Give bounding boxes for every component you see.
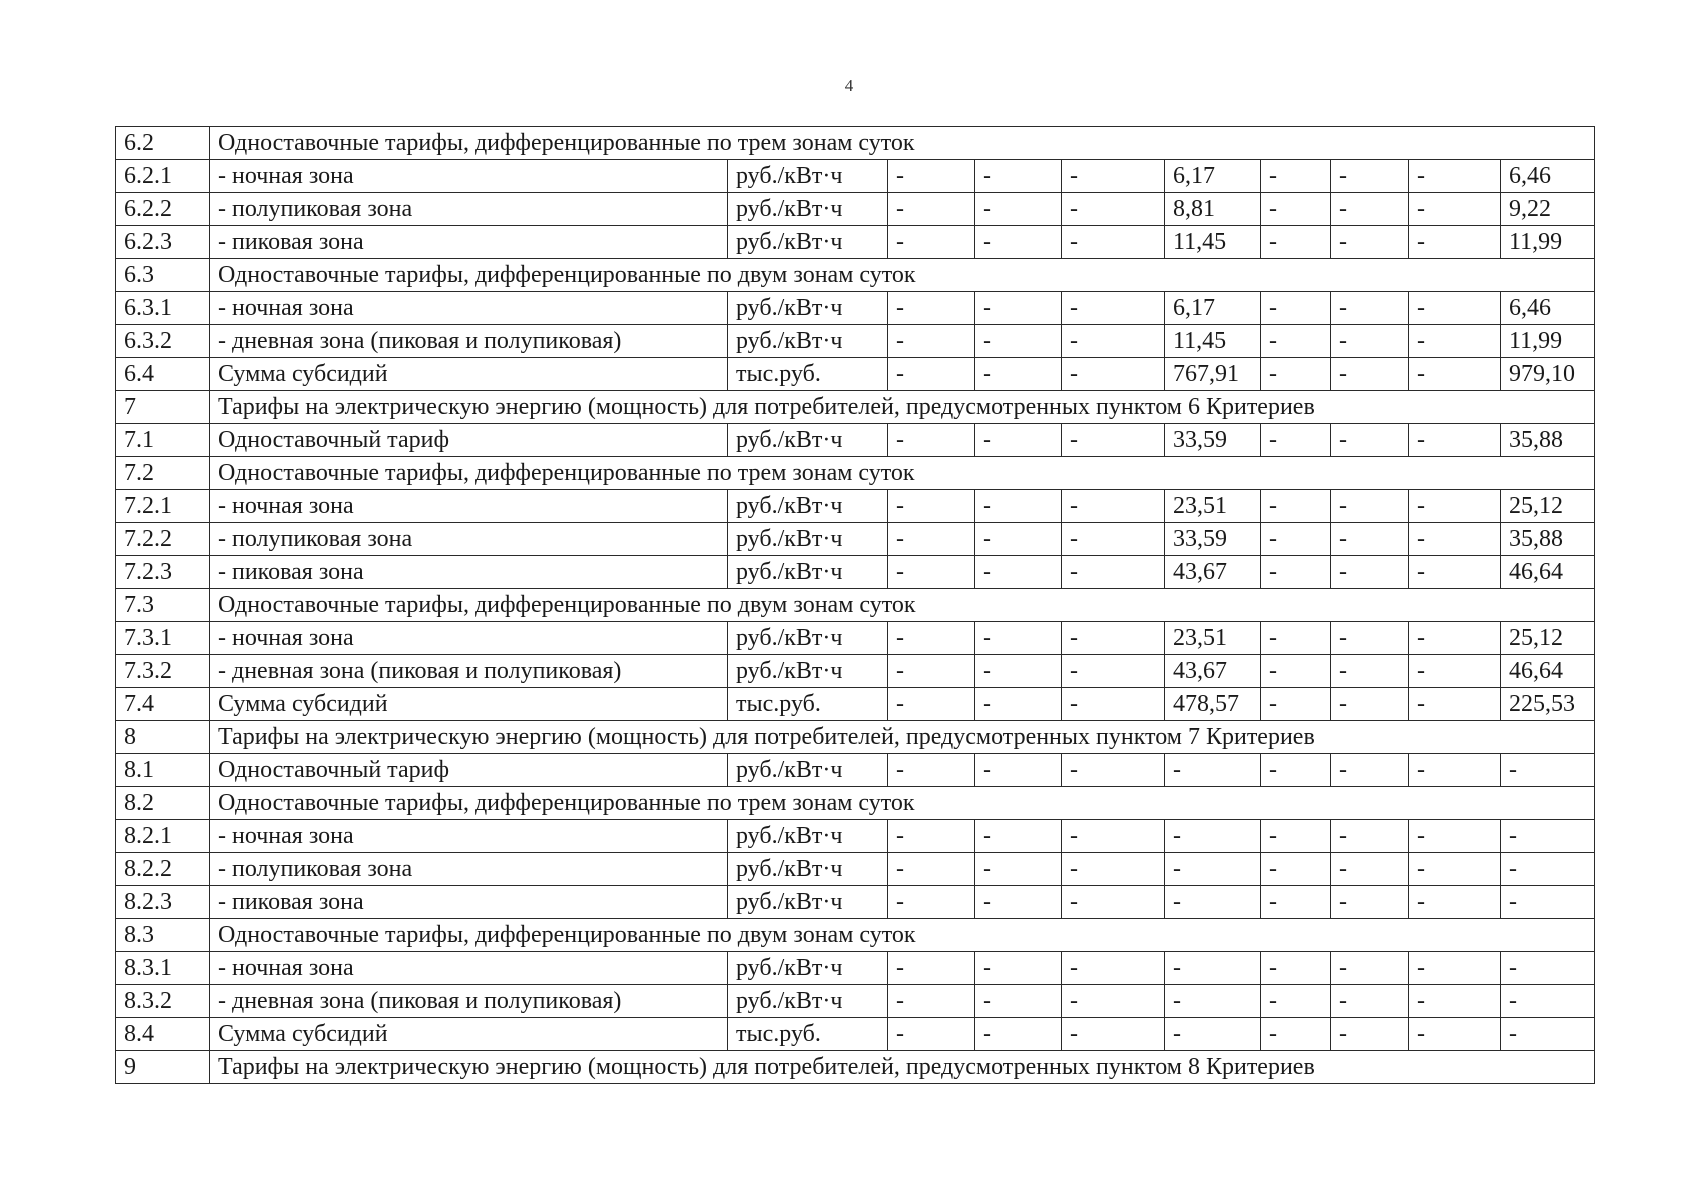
- row-number: 6.2.2: [116, 193, 210, 226]
- item-name: - ночная зона: [210, 292, 728, 325]
- value-cell: -: [1409, 985, 1501, 1018]
- unit-cell: руб./кВт·ч: [728, 523, 888, 556]
- value-cell: -: [1409, 358, 1501, 391]
- value-cell: -: [888, 292, 975, 325]
- value-cell: 33,59: [1165, 523, 1261, 556]
- section-title: Одноставочные тарифы, дифференцированные по трем зонам суток: [210, 787, 1595, 820]
- value-cell: 6,17: [1165, 292, 1261, 325]
- section-title: Одноставочные тарифы, дифференцированные по двум зонам суток: [210, 589, 1595, 622]
- value-cell: -: [1501, 985, 1595, 1018]
- value-cell: -: [888, 952, 975, 985]
- value-cell: 979,10: [1501, 358, 1595, 391]
- section-row: [116, 721, 1595, 754]
- item-name: - дневная зона (пиковая и полупиковая): [210, 655, 728, 688]
- row-number: 7.4: [116, 688, 210, 721]
- item-name: - ночная зона: [210, 490, 728, 523]
- value-cell: -: [1062, 952, 1165, 985]
- row-number: 7.2: [116, 457, 210, 490]
- value-cell: -: [1062, 358, 1165, 391]
- item-name: - ночная зона: [210, 952, 728, 985]
- value-cell: -: [1062, 1018, 1165, 1051]
- value-cell: -: [888, 754, 975, 787]
- value-cell: -: [1409, 523, 1501, 556]
- table-body: [116, 127, 1595, 1084]
- table-row: [116, 754, 1595, 787]
- row-number: 7.2.2: [116, 523, 210, 556]
- value-cell: -: [1409, 556, 1501, 589]
- value-cell: 225,53: [1501, 688, 1595, 721]
- value-cell: -: [1409, 820, 1501, 853]
- value-cell: 6,17: [1165, 160, 1261, 193]
- value-cell: -: [888, 490, 975, 523]
- unit-cell: руб./кВт·ч: [728, 226, 888, 259]
- unit-cell: руб./кВт·ч: [728, 952, 888, 985]
- section-row: [116, 391, 1595, 424]
- value-cell: -: [888, 193, 975, 226]
- value-cell: 35,88: [1501, 523, 1595, 556]
- table-row: [116, 193, 1595, 226]
- value-cell: -: [1261, 226, 1331, 259]
- table-row: [116, 886, 1595, 919]
- value-cell: -: [1331, 226, 1409, 259]
- value-cell: -: [1331, 820, 1409, 853]
- item-name: - дневная зона (пиковая и полупиковая): [210, 325, 728, 358]
- value-cell: -: [975, 886, 1062, 919]
- value-cell: -: [1261, 1018, 1331, 1051]
- section-row: [116, 589, 1595, 622]
- value-cell: -: [1165, 985, 1261, 1018]
- section-row: [116, 1051, 1595, 1084]
- row-number: 7.2.1: [116, 490, 210, 523]
- value-cell: -: [975, 292, 1062, 325]
- item-name: - пиковая зона: [210, 226, 728, 259]
- value-cell: -: [888, 226, 975, 259]
- section-title: Тарифы на электрическую энергию (мощность) для потребителей, предусмотренных пунктом 7 Критериев: [210, 721, 1595, 754]
- value-cell: 35,88: [1501, 424, 1595, 457]
- row-number: 8.3.2: [116, 985, 210, 1018]
- value-cell: -: [1165, 754, 1261, 787]
- value-cell: -: [1062, 853, 1165, 886]
- value-cell: -: [1261, 193, 1331, 226]
- item-name: - полупиковая зона: [210, 193, 728, 226]
- value-cell: -: [1331, 985, 1409, 1018]
- value-cell: -: [975, 325, 1062, 358]
- value-cell: 46,64: [1501, 655, 1595, 688]
- value-cell: -: [1409, 952, 1501, 985]
- section-row: [116, 787, 1595, 820]
- value-cell: -: [1501, 754, 1595, 787]
- value-cell: -: [1062, 622, 1165, 655]
- section-row: [116, 259, 1595, 292]
- value-cell: -: [1062, 160, 1165, 193]
- value-cell: -: [1261, 853, 1331, 886]
- table-row: [116, 688, 1595, 721]
- value-cell: -: [1409, 754, 1501, 787]
- value-cell: -: [1501, 952, 1595, 985]
- row-number: 8.2: [116, 787, 210, 820]
- value-cell: -: [975, 622, 1062, 655]
- value-cell: -: [1261, 424, 1331, 457]
- value-cell: -: [1062, 292, 1165, 325]
- value-cell: -: [888, 688, 975, 721]
- value-cell: 23,51: [1165, 490, 1261, 523]
- section-title: Одноставочные тарифы, дифференцированные по двум зонам суток: [210, 919, 1595, 952]
- table-row: [116, 1018, 1595, 1051]
- unit-cell: руб./кВт·ч: [728, 622, 888, 655]
- value-cell: 11,99: [1501, 226, 1595, 259]
- value-cell: -: [1409, 886, 1501, 919]
- value-cell: -: [888, 358, 975, 391]
- section-title: Тарифы на электрическую энергию (мощность) для потребителей, предусмотренных пунктом 6 Критериев: [210, 391, 1595, 424]
- value-cell: -: [1062, 688, 1165, 721]
- value-cell: -: [1331, 193, 1409, 226]
- value-cell: -: [1062, 424, 1165, 457]
- value-cell: 9,22: [1501, 193, 1595, 226]
- row-number: 7.3: [116, 589, 210, 622]
- value-cell: -: [1409, 490, 1501, 523]
- value-cell: -: [1165, 886, 1261, 919]
- unit-cell: тыс.руб.: [728, 358, 888, 391]
- unit-cell: руб./кВт·ч: [728, 754, 888, 787]
- value-cell: 11,99: [1501, 325, 1595, 358]
- value-cell: -: [1062, 655, 1165, 688]
- section-row: [116, 457, 1595, 490]
- value-cell: -: [1331, 622, 1409, 655]
- value-cell: -: [975, 424, 1062, 457]
- row-number: 6.4: [116, 358, 210, 391]
- section-title: Одноставочные тарифы, дифференцированные по трем зонам суток: [210, 127, 1595, 160]
- value-cell: -: [1261, 523, 1331, 556]
- value-cell: -: [1261, 754, 1331, 787]
- unit-cell: руб./кВт·ч: [728, 820, 888, 853]
- value-cell: 43,67: [1165, 556, 1261, 589]
- unit-cell: руб./кВт·ч: [728, 160, 888, 193]
- value-cell: -: [975, 688, 1062, 721]
- table-row: [116, 226, 1595, 259]
- value-cell: -: [1165, 1018, 1261, 1051]
- value-cell: -: [975, 160, 1062, 193]
- value-cell: -: [1331, 424, 1409, 457]
- value-cell: 6,46: [1501, 292, 1595, 325]
- value-cell: -: [888, 985, 975, 1018]
- unit-cell: руб./кВт·ч: [728, 556, 888, 589]
- value-cell: -: [888, 160, 975, 193]
- value-cell: -: [1331, 688, 1409, 721]
- row-number: 8.2.3: [116, 886, 210, 919]
- value-cell: -: [1261, 490, 1331, 523]
- row-number: 6.3.2: [116, 325, 210, 358]
- value-cell: -: [888, 853, 975, 886]
- value-cell: -: [1409, 325, 1501, 358]
- table-row: [116, 358, 1595, 391]
- value-cell: -: [1501, 1018, 1595, 1051]
- row-number: 8.2.2: [116, 853, 210, 886]
- value-cell: -: [888, 523, 975, 556]
- row-number: 8: [116, 721, 210, 754]
- table-row: [116, 325, 1595, 358]
- item-name: - ночная зона: [210, 820, 728, 853]
- table-row: [116, 985, 1595, 1018]
- value-cell: -: [1331, 325, 1409, 358]
- value-cell: -: [1261, 655, 1331, 688]
- value-cell: -: [1261, 820, 1331, 853]
- row-number: 9: [116, 1051, 210, 1084]
- value-cell: -: [1331, 556, 1409, 589]
- table-row: [116, 424, 1595, 457]
- value-cell: -: [1062, 490, 1165, 523]
- value-cell: -: [1261, 886, 1331, 919]
- value-cell: -: [1062, 556, 1165, 589]
- section-title: Одноставочные тарифы, дифференцированные по двум зонам суток: [210, 259, 1595, 292]
- value-cell: -: [1062, 754, 1165, 787]
- value-cell: -: [1501, 853, 1595, 886]
- value-cell: -: [975, 490, 1062, 523]
- value-cell: -: [1331, 358, 1409, 391]
- value-cell: -: [1409, 622, 1501, 655]
- unit-cell: руб./кВт·ч: [728, 490, 888, 523]
- unit-cell: руб./кВт·ч: [728, 853, 888, 886]
- value-cell: 25,12: [1501, 490, 1595, 523]
- page-number: 4: [844, 76, 854, 95]
- item-name: - полупиковая зона: [210, 523, 728, 556]
- item-name: Сумма субсидий: [210, 1018, 728, 1051]
- table-row: [116, 622, 1595, 655]
- unit-cell: тыс.руб.: [728, 1018, 888, 1051]
- table-row: [116, 292, 1595, 325]
- value-cell: -: [888, 424, 975, 457]
- row-number: 6.3.1: [116, 292, 210, 325]
- value-cell: -: [975, 754, 1062, 787]
- item-name: - ночная зона: [210, 622, 728, 655]
- value-cell: -: [1331, 952, 1409, 985]
- value-cell: -: [1062, 886, 1165, 919]
- value-cell: -: [888, 820, 975, 853]
- value-cell: -: [1409, 193, 1501, 226]
- value-cell: -: [975, 1018, 1062, 1051]
- value-cell: -: [888, 1018, 975, 1051]
- value-cell: -: [1261, 622, 1331, 655]
- row-number: 6.2.1: [116, 160, 210, 193]
- value-cell: -: [1062, 226, 1165, 259]
- table-row: [116, 160, 1595, 193]
- value-cell: 33,59: [1165, 424, 1261, 457]
- table-row: [116, 655, 1595, 688]
- unit-cell: руб./кВт·ч: [728, 193, 888, 226]
- item-name: - пиковая зона: [210, 556, 728, 589]
- value-cell: -: [1062, 985, 1165, 1018]
- value-cell: -: [975, 556, 1062, 589]
- row-number: 6.2: [116, 127, 210, 160]
- table-row: [116, 523, 1595, 556]
- value-cell: -: [1409, 853, 1501, 886]
- unit-cell: руб./кВт·ч: [728, 985, 888, 1018]
- value-cell: -: [1331, 655, 1409, 688]
- value-cell: -: [1409, 688, 1501, 721]
- row-number: 8.4: [116, 1018, 210, 1051]
- value-cell: 6,46: [1501, 160, 1595, 193]
- value-cell: -: [1062, 193, 1165, 226]
- unit-cell: руб./кВт·ч: [728, 886, 888, 919]
- table-row: [116, 820, 1595, 853]
- tariff-table: [115, 126, 1595, 1084]
- value-cell: -: [1331, 886, 1409, 919]
- section-row: [116, 127, 1595, 160]
- value-cell: -: [1165, 952, 1261, 985]
- value-cell: -: [1261, 325, 1331, 358]
- value-cell: -: [1165, 853, 1261, 886]
- table-row: [116, 556, 1595, 589]
- value-cell: -: [1331, 1018, 1409, 1051]
- value-cell: -: [1261, 556, 1331, 589]
- value-cell: -: [888, 886, 975, 919]
- value-cell: 11,45: [1165, 226, 1261, 259]
- value-cell: -: [1062, 523, 1165, 556]
- value-cell: 767,91: [1165, 358, 1261, 391]
- item-name: - дневная зона (пиковая и полупиковая): [210, 985, 728, 1018]
- item-name: Одноставочный тариф: [210, 754, 728, 787]
- value-cell: -: [975, 358, 1062, 391]
- value-cell: 43,67: [1165, 655, 1261, 688]
- value-cell: -: [1331, 523, 1409, 556]
- unit-cell: руб./кВт·ч: [728, 424, 888, 457]
- unit-cell: руб./кВт·ч: [728, 655, 888, 688]
- value-cell: -: [1409, 160, 1501, 193]
- value-cell: -: [1501, 820, 1595, 853]
- value-cell: -: [975, 820, 1062, 853]
- value-cell: -: [1261, 688, 1331, 721]
- value-cell: -: [1409, 226, 1501, 259]
- value-cell: -: [888, 556, 975, 589]
- value-cell: -: [1409, 424, 1501, 457]
- value-cell: -: [1331, 853, 1409, 886]
- item-name: - пиковая зона: [210, 886, 728, 919]
- value-cell: -: [1261, 358, 1331, 391]
- value-cell: -: [1409, 655, 1501, 688]
- value-cell: 23,51: [1165, 622, 1261, 655]
- item-name: Одноставочный тариф: [210, 424, 728, 457]
- value-cell: 8,81: [1165, 193, 1261, 226]
- row-number: 7.3.2: [116, 655, 210, 688]
- row-number: 8.3: [116, 919, 210, 952]
- value-cell: -: [975, 655, 1062, 688]
- value-cell: 11,45: [1165, 325, 1261, 358]
- section-row: [116, 919, 1595, 952]
- unit-cell: руб./кВт·ч: [728, 292, 888, 325]
- value-cell: -: [1261, 985, 1331, 1018]
- value-cell: -: [1062, 325, 1165, 358]
- row-number: 8.1: [116, 754, 210, 787]
- value-cell: -: [1165, 820, 1261, 853]
- value-cell: -: [1261, 952, 1331, 985]
- item-name: Сумма субсидий: [210, 358, 728, 391]
- table-row: [116, 490, 1595, 523]
- row-number: 6.2.3: [116, 226, 210, 259]
- value-cell: -: [1331, 292, 1409, 325]
- value-cell: -: [975, 952, 1062, 985]
- value-cell: 25,12: [1501, 622, 1595, 655]
- value-cell: -: [1331, 160, 1409, 193]
- row-number: 6.3: [116, 259, 210, 292]
- table-row: [116, 952, 1595, 985]
- unit-cell: тыс.руб.: [728, 688, 888, 721]
- section-title: Тарифы на электрическую энергию (мощность) для потребителей, предусмотренных пунктом 8 Критериев: [210, 1051, 1595, 1084]
- value-cell: -: [1261, 160, 1331, 193]
- item-name: - ночная зона: [210, 160, 728, 193]
- row-number: 7.2.3: [116, 556, 210, 589]
- row-number: 8.2.1: [116, 820, 210, 853]
- value-cell: -: [1331, 754, 1409, 787]
- value-cell: -: [975, 985, 1062, 1018]
- value-cell: -: [888, 622, 975, 655]
- row-number: 8.3.1: [116, 952, 210, 985]
- value-cell: -: [1062, 820, 1165, 853]
- value-cell: -: [1501, 886, 1595, 919]
- value-cell: -: [1261, 292, 1331, 325]
- value-cell: 46,64: [1501, 556, 1595, 589]
- value-cell: -: [975, 853, 1062, 886]
- value-cell: -: [975, 523, 1062, 556]
- unit-cell: руб./кВт·ч: [728, 325, 888, 358]
- item-name: - полупиковая зона: [210, 853, 728, 886]
- table-row: [116, 853, 1595, 886]
- value-cell: -: [888, 655, 975, 688]
- row-number: 7.3.1: [116, 622, 210, 655]
- value-cell: -: [975, 226, 1062, 259]
- value-cell: 478,57: [1165, 688, 1261, 721]
- section-title: Одноставочные тарифы, дифференцированные по трем зонам суток: [210, 457, 1595, 490]
- value-cell: -: [1409, 1018, 1501, 1051]
- value-cell: -: [1409, 292, 1501, 325]
- row-number: 7.1: [116, 424, 210, 457]
- row-number: 7: [116, 391, 210, 424]
- value-cell: -: [1331, 490, 1409, 523]
- value-cell: -: [888, 325, 975, 358]
- value-cell: -: [975, 193, 1062, 226]
- item-name: Сумма субсидий: [210, 688, 728, 721]
